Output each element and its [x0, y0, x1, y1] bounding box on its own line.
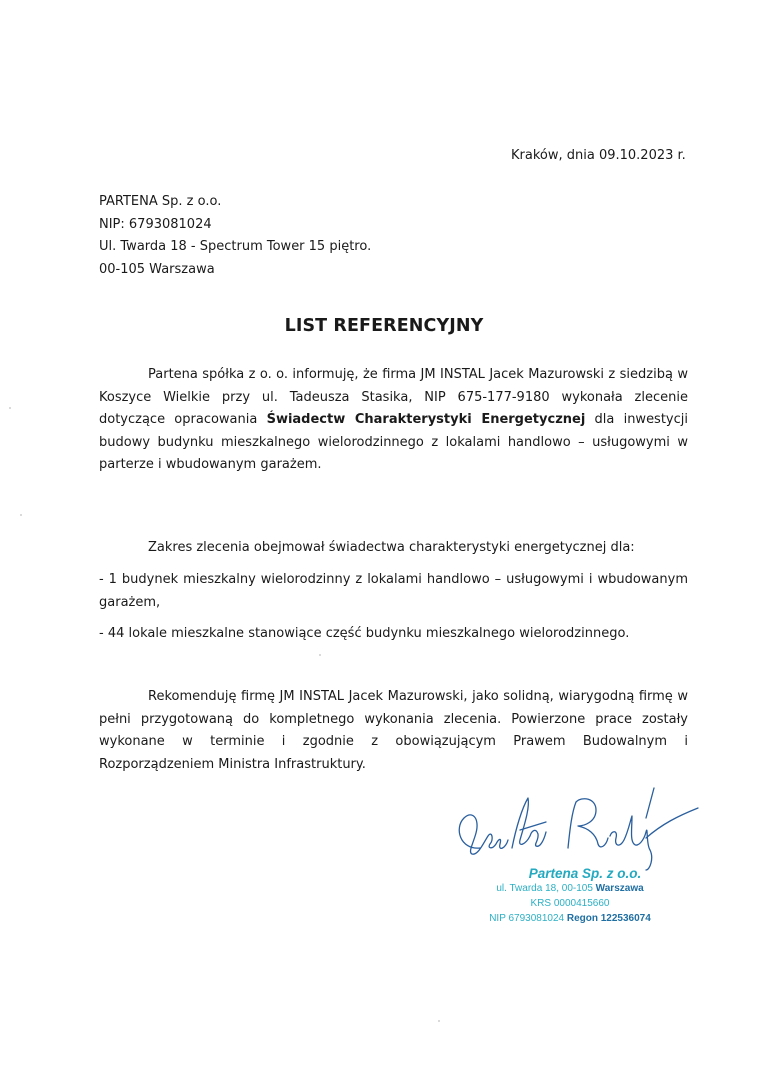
stamp-company-name: Partena Sp. z o.o.	[528, 866, 642, 881]
scan-speck	[319, 654, 321, 656]
sender-nip: NIP: 6793081024	[99, 216, 212, 232]
scope-item-building: - 1 budynek mieszkalny wielorodzinny z lokalami handlowo – usługowymi i wbudowanym garażem,	[99, 572, 688, 610]
sender-city: 00-105 Warszawa	[99, 261, 215, 277]
paragraph-recommendation	[99, 686, 688, 776]
sender-street: Ul. Twarda 18 - Spectrum Tower 15 piętro.	[99, 239, 372, 254]
paragraph-scope-text: Zakres zlecenia obejmował świadectwa charakterystyki energetycznej dla:	[148, 540, 635, 555]
stamp-city: Warszawa	[595, 883, 644, 894]
paragraph-intro-bold: Świadectw Charakterystyki Energetycznej	[266, 412, 586, 427]
handwritten-signature	[450, 778, 710, 878]
paragraph-scope	[99, 537, 688, 560]
sender-company: PARTENA Sp. z o.o.	[99, 194, 222, 209]
stamp-street: ul. Twarda 18, 00-105	[496, 883, 596, 894]
paragraph-recommendation-text: Rekomenduję firmę JM INSTAL Jacek Mazurowski, jako solidną, wiarygodną firmę w pełni przygotowaną do kompletnego wykonania zlecenia. Powierzone prace zostały wykonane w terminie i zgodnie z obowiązującym Prawem Budowalnym i Rozporządzeniem Ministra Infrastruktury.	[99, 689, 688, 772]
company-stamp	[450, 866, 690, 926]
sender-address-block	[99, 191, 371, 281]
stamp-nip: NIP 6793081024	[489, 913, 567, 924]
place-date: Kraków, dnia 09.10.2023 r.	[511, 148, 686, 163]
stamp-krs: KRS 0000415660	[530, 898, 610, 909]
stamp-ids	[450, 911, 690, 926]
document-title: LIST REFERENCYJNY	[284, 316, 484, 336]
scan-speck	[9, 407, 11, 409]
paragraph-intro-text-1: Partena spółka z o. o. informuję, że firma JM INSTAL Jacek Mazurowski z siedzibą w Koszyce Wielkie przy ul. Tadeusza Stasika, NIP 675-177-9180 wykonała zlecenie dotyczące opracowania	[99, 367, 688, 427]
paragraph-intro-text-2: dla inwestycji budowy budynku mieszkalnego wielorodzinnego z lokalami handlowo – usługowymi w parterze i wbudowanym garażem.	[99, 412, 688, 472]
paragraph-intro	[99, 364, 688, 477]
scope-item-apartments: - 44 lokale mieszkalne stanowiące część budynku mieszkalnego wielorodzinnego.	[99, 626, 630, 641]
stamp-address	[450, 881, 690, 896]
scan-speck	[438, 1020, 440, 1022]
stamp-regon: Regon 122536074	[566, 913, 651, 924]
scan-speck	[20, 514, 22, 516]
